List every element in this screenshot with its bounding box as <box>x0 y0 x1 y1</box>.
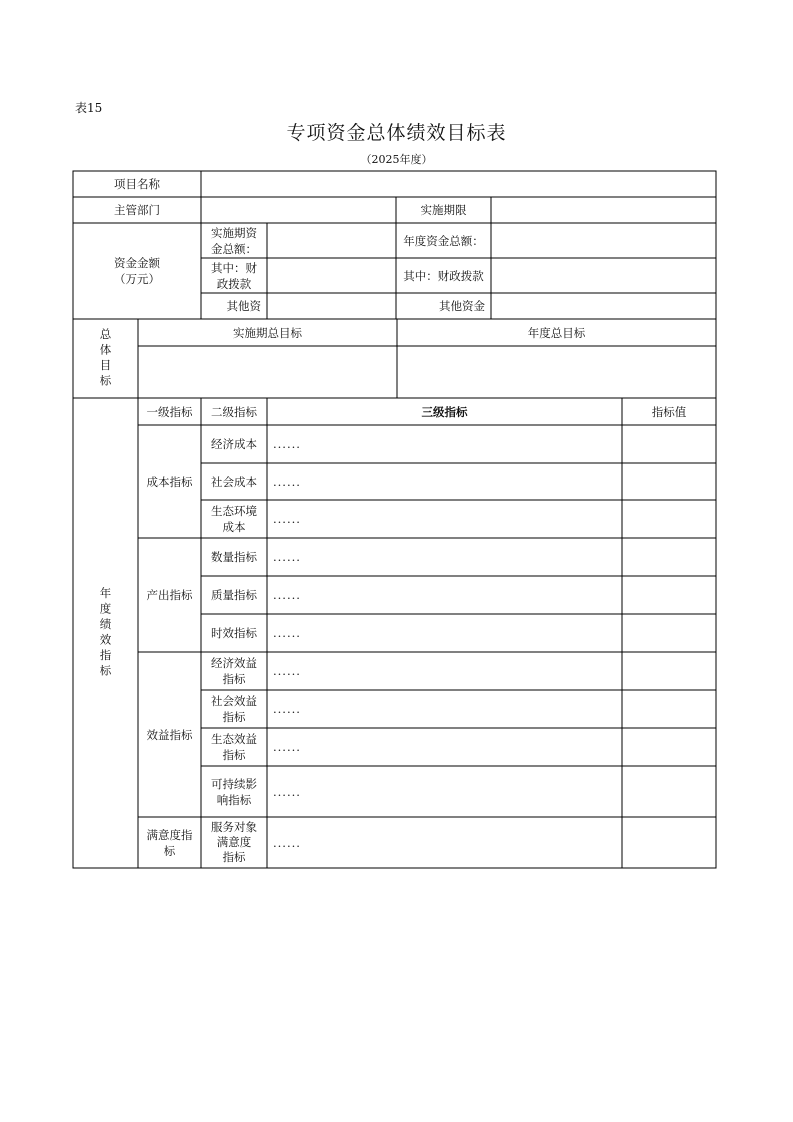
level3-field[interactable]: ...... <box>273 740 301 754</box>
indicators-label: 年度绩效指标 <box>98 586 113 680</box>
period-other-label: 其他资 <box>226 299 261 313</box>
period-label: 实施期限 <box>420 203 467 217</box>
year-goal-field[interactable] <box>397 346 716 398</box>
level3-field[interactable]: ...... <box>273 550 301 564</box>
group-cost: 成本指标 <box>146 474 193 489</box>
year-other-label: 其他资金 <box>439 299 485 313</box>
table-number: 表15 <box>75 101 103 115</box>
level3-field[interactable]: ...... <box>273 512 301 526</box>
overall-goal-label: 总体目标 <box>98 327 113 390</box>
item-quality: 质量指标 <box>211 588 257 602</box>
funds-label: 资金金额 （万元） <box>114 256 160 286</box>
value-field[interactable] <box>622 500 716 538</box>
item-quantity: 数量指标 <box>211 550 257 564</box>
item-service-satisfaction: 服务对象 满意度 指标 <box>211 820 257 864</box>
value-field[interactable] <box>622 425 716 463</box>
year-goal-header: 年度总目标 <box>527 325 586 340</box>
period-goal-header: 实施期总目标 <box>233 325 302 340</box>
item-timeliness: 时效指标 <box>211 626 257 640</box>
item-eco-cost: 生态环境 成本 <box>211 504 257 534</box>
period-fiscal-field[interactable] <box>267 258 396 293</box>
level3-field[interactable]: ...... <box>273 474 301 489</box>
value-field[interactable] <box>622 614 716 652</box>
group-benefit: 效益指标 <box>146 727 193 742</box>
level3-field[interactable]: ...... <box>273 664 301 678</box>
year-other-field[interactable] <box>491 293 716 319</box>
level3-field[interactable]: ...... <box>273 626 301 640</box>
year-total-field[interactable] <box>491 223 716 258</box>
value-field[interactable] <box>622 817 716 868</box>
level3-field[interactable]: ...... <box>273 702 301 716</box>
value-field[interactable] <box>622 538 716 576</box>
value-field[interactable] <box>622 463 716 500</box>
item-economic-benefit: 经济效益 指标 <box>211 656 257 686</box>
level3-field[interactable]: ...... <box>273 835 301 850</box>
period-goal-field[interactable] <box>138 346 397 398</box>
year-fiscal-label: 其中：财政拨款 <box>403 268 484 283</box>
col-level3-header: 三级指标 <box>421 404 468 419</box>
period-other-field[interactable] <box>267 293 396 319</box>
department-field[interactable] <box>201 197 396 223</box>
value-field[interactable] <box>622 576 716 614</box>
col-value-header: 指标值 <box>651 404 687 419</box>
item-eco-benefit: 生态效益 指标 <box>211 732 257 762</box>
year-fiscal-field[interactable] <box>491 258 716 293</box>
period-field[interactable] <box>491 197 716 223</box>
value-field[interactable] <box>622 652 716 690</box>
col-level1-header: 一级指标 <box>146 404 193 419</box>
level3-field[interactable]: ...... <box>273 588 301 602</box>
period-total-field[interactable] <box>267 223 396 258</box>
col-level2-header: 二级指标 <box>211 404 257 419</box>
item-sustainable: 可持续影 响指标 <box>211 776 257 807</box>
year-label: （2025年度） <box>360 153 433 166</box>
level3-field[interactable]: ...... <box>273 784 301 799</box>
page-title: 专项资金总体绩效目标表 <box>286 122 507 144</box>
project-name-label: 项目名称 <box>114 177 160 191</box>
item-social-benefit: 社会效益 指标 <box>211 694 257 724</box>
item-social-cost: 社会成本 <box>211 474 257 489</box>
value-field[interactable] <box>622 690 716 728</box>
project-name-field[interactable] <box>201 171 716 197</box>
group-satisfaction: 满意度指 标 <box>146 827 193 858</box>
department-label: 主管部门 <box>114 203 160 217</box>
period-total-label: 实施期资 金总额： <box>211 225 257 256</box>
group-output: 产出指标 <box>146 588 193 602</box>
item-economic-cost: 经济成本 <box>211 437 257 451</box>
value-field[interactable] <box>622 728 716 766</box>
year-total-label: 年度资金总额： <box>403 233 484 248</box>
period-fiscal-label: 其中：财 政拨款 <box>211 260 257 291</box>
level3-field[interactable]: ...... <box>273 437 301 451</box>
value-field[interactable] <box>622 766 716 817</box>
